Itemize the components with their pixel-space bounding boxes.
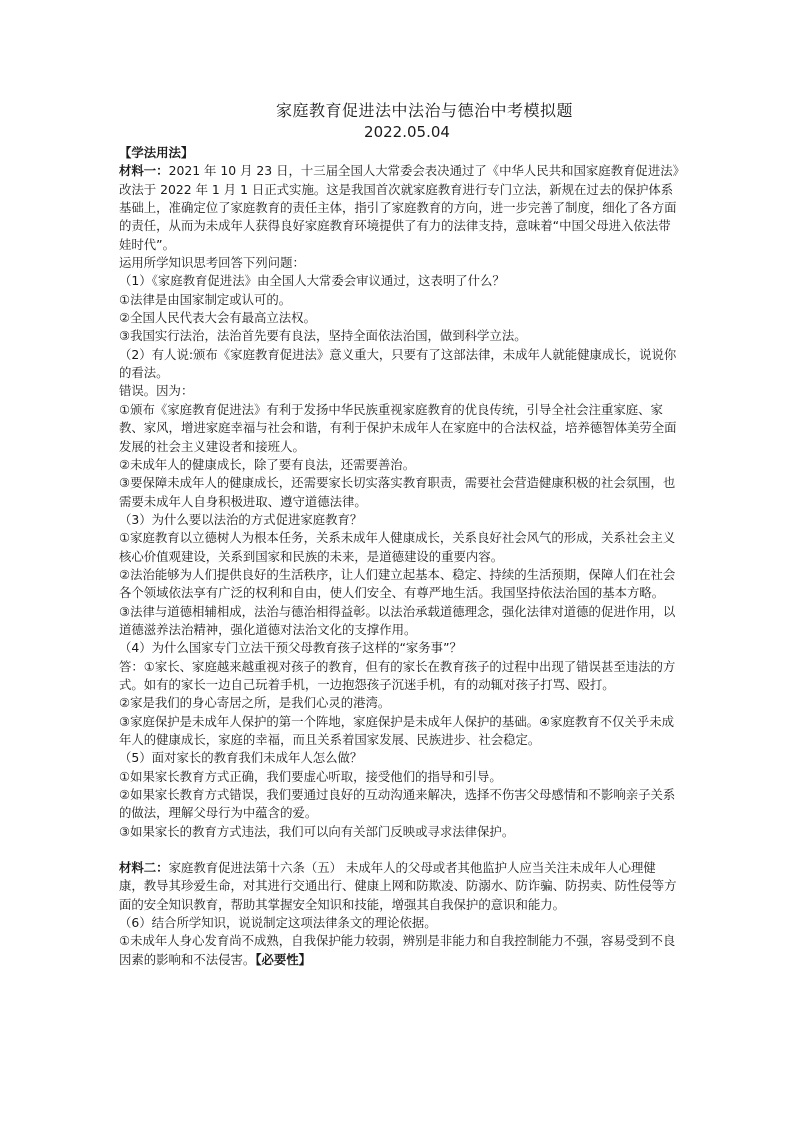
answer-5-point-1: ①如果家长教育方式正确，我们要虚心听取，接受他们的指导和引导。 bbox=[119, 768, 502, 784]
question-2: （2）有人说:颁布《家庭教育促进法》意义重大，只要有了这部法律，未成年人就能健康成长，说说你的看法。 bbox=[119, 346, 677, 381]
material-two-text: 家庭教育促进法第十六条（五） 未成年人的父母或者其他监护人应当关注未成年人心理健康，教导其珍爱生命，对其进行交通出行、健康上网和防欺凌、防溺水、防诈骗、防拐卖、防性侵等方面的安全知识教育，帮助其掌握安全知识和技能，增强其自我保护的意识和能力。 bbox=[119, 860, 677, 912]
question-prompt: 运用所学知识思考回答下列问题： bbox=[119, 255, 305, 271]
answer-6-tag: 【必要性】 bbox=[255, 951, 312, 967]
material-two-paragraph bbox=[119, 859, 679, 914]
document-date: 2022.05.04 bbox=[364, 123, 450, 141]
question-4: （4）为什么国家专门立法干预父母教育孩子这样的“家务事”？ bbox=[119, 640, 462, 656]
material-one-label: 材料一： bbox=[119, 163, 169, 179]
answer-2-intro: 错误。因为： bbox=[119, 383, 194, 399]
answer-4-point-1: 答：①家长、家庭越来越重视对孩子的教育，但有的家长在教育孩子的过程中出现了错误甚至违法的方式。如有的家长一边自己玩着手机，一边抱怨孩子沉迷手机，有的动辄对孩子打骂、殴打。 bbox=[119, 658, 676, 692]
document-body bbox=[119, 144, 679, 969]
answer-5-point-3: ③如果家长的教育方式违法，我们可以向有关部门反映或寻求法律保护。 bbox=[119, 823, 515, 839]
answer-1-point-3: ③我国实行法治，法治首先要有良法，坚持全面依法治国，做到科学立法。 bbox=[119, 328, 527, 344]
answer-6-text: ①未成年人身心发育尚不成熟，自我保护能力较弱，辨别是非能力和自我控制能力不强，容易受到不良因素的影响和不法侵害。 bbox=[119, 933, 676, 967]
answer-2-point-2: ②未成年人的健康成长，除了要有良法，还需要善治。 bbox=[119, 456, 416, 472]
answer-1-point-2: ②全国人民代表大会有最高立法权。 bbox=[119, 310, 316, 326]
question-1: （1）《家庭教育促进法》由全国人大常委会审议通过，这表明了什么？ bbox=[119, 273, 505, 289]
question-3: （3）为什么要以法治的方式促进家庭教育？ bbox=[119, 511, 363, 527]
answer-2-point-3: ③要保障未成年人的健康成长，还需要家长切实落实教育职责，需要社会营造健康积极的社会氛围，也需要未成年人自身积极进取、遵守道德法律。 bbox=[119, 475, 676, 509]
question-5: （5）面对家长的教育我们未成年人怎么做？ bbox=[119, 750, 363, 766]
answer-4-point-2: ②家是我们的身心寄居之所，是我们心灵的港湾。 bbox=[119, 695, 391, 711]
material-one-text: 2021 年 10 月 23 日，十三届全国人大常委会表决通过了《中华人民共和国家庭教育促进法》改法于 2022 年 1 月 1 日正式实施。这是我国首次就家庭教育进行专门立法，新规在过去的保护体系基础上，准确定位了家庭教育的责任主体，指引了家庭教育的方向，进一步完善了制度，细化了各方面的责任，从而为未成年人获得良好家庭教育环境提供了有力的法律支持，意味着“中国父母进入依法带娃时代”。 bbox=[119, 163, 679, 252]
answer-1-point-1: ①法律是由国家制定或认可的。 bbox=[119, 291, 292, 307]
answer-2-point-1: ①颁布《家庭教育促进法》有利于发扬中华民族重视家庭教育的优良传统，引导全社会注重家庭、家教、家风，增进家庭幸福与社会和谐，有利于保护未成年人在家庭中的合法权益，培养德智体美劳全面发展的社会主义建设者和接班人。 bbox=[119, 401, 677, 454]
question-6: （6）结合所学知识，说说制定这项法律条文的理论依据。 bbox=[119, 915, 437, 931]
answer-6-point-1 bbox=[119, 932, 679, 969]
answer-4-point-3: ③家庭保护是未成年人保护的第一个阵地，家庭保护是未成年人保护的基础。④家庭教育不仅关乎未成年人的健康成长，家庭的幸福，而且关系着国家发展、民族进步、社会稳定。 bbox=[119, 713, 675, 747]
answer-3-point-1: ①家庭教育以立德树人为根本任务，关系未成年人健康成长，关系良好社会风气的形成，关系社会主义核心价值观建设，关系到国家和民族的未来，是道德建设的重要内容。 bbox=[119, 530, 676, 564]
answer-5-point-2: ②如果家长教育方式错误，我们要通过良好的互动沟通来解决，选择不伤害父母感情和不影响亲子关系的做法，理解父母行为中蕴含的爱。 bbox=[119, 787, 676, 821]
answer-3-point-3: ③法律与道德相辅相成，法治与德治相得益彰。以法治承载道德理念，强化法律对道德的促进作用，以道德滋养法治精神，强化道德对法治文化的支撑作用。 bbox=[119, 603, 676, 637]
material-one-paragraph bbox=[119, 162, 679, 254]
paragraph-spacer bbox=[119, 841, 679, 859]
material-two-label: 材料二： bbox=[119, 860, 169, 876]
document-title: 家庭教育促进法中法治与德治中考模拟题 bbox=[275, 101, 573, 120]
section-heading: 【学法用法】 bbox=[119, 145, 194, 160]
answer-3-point-2: ②法治能够为人们提供良好的生活秩序，让人们建立起基本、稳定、持续的生活预期，保障人们在社会各个领域依法享有广泛的权利和自由，使人们安全、有尊严地生活。我国坚持依法治国的基本方略。 bbox=[119, 566, 676, 601]
